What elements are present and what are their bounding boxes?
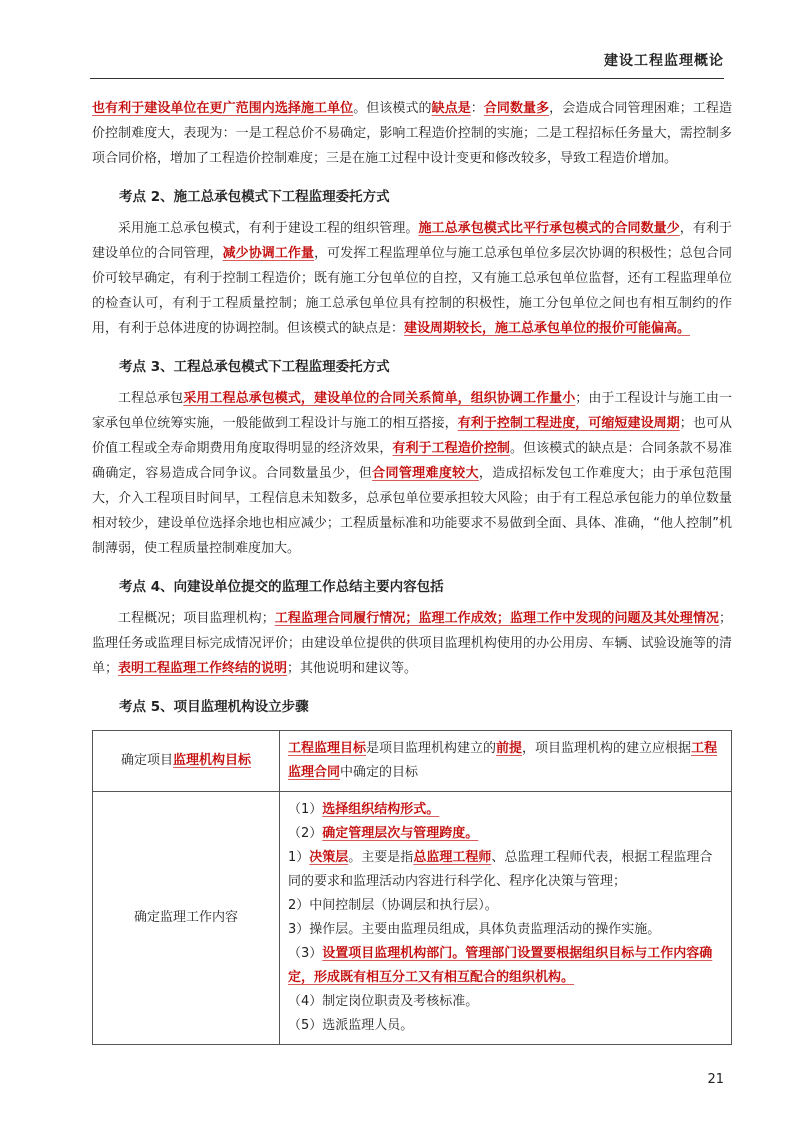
kp4-paragraph <box>92 606 732 681</box>
table-row <box>93 792 732 1045</box>
text-run: （1） <box>288 802 323 817</box>
step-line: 3）操作层。主要由监理员组成，具体负责监理活动的操作实施。 <box>288 922 661 937</box>
highlight: 确定管理层次与管理跨度。 <box>322 826 479 841</box>
section-heading-kp2: 考点 2、施工总承包模式下工程监理委托方式 <box>119 189 390 205</box>
highlight: 建设周期较长，施工总承包单位的报价可能偏高。 <box>404 321 691 336</box>
text-run: ，项目监理机构的建立应根据 <box>522 741 692 756</box>
step-line <box>288 846 723 894</box>
step-line: 2）中间控制层（协调层和执行层）。 <box>288 898 498 913</box>
highlight: 表明工程监理工作终结的说明 <box>118 661 288 676</box>
highlight: 总监理工程师 <box>413 850 492 865</box>
kp3-paragraph <box>92 386 732 561</box>
text-run: ，可发挥工程监理单位与施工总承包单位多层次协调的积极性；总包合同价可较早确定，有利于控制工程造价；既有施工分包单位的自控，又有施工总承包单位监督，还有工程监理单位的检查认可，有利于工程质量控制；施工总承包单位具有控制的积极性，施工分包单位之间也有相互制约的作用，有利于总体进度的协调控制。但该模式的缺点是： <box>92 246 732 336</box>
text-run: 中确定的目标 <box>340 765 419 780</box>
text-run: （2） <box>288 826 323 841</box>
page-content <box>92 96 732 1045</box>
kp2-paragraph <box>92 216 732 341</box>
text-run: ；其他说明和建议等。 <box>287 661 418 676</box>
highlight: 减少协调工作量 <box>222 246 315 261</box>
highlight: 也有利于建设单位在更广范围内选择施工单位 <box>92 101 354 116</box>
text-run: 。主要是指 <box>348 850 414 865</box>
text-run: ，有利于建设单位的合同管理， <box>92 221 732 261</box>
highlight: 设置项目监理机构部门。管理部门设置要根据组织目标与工作内容确定，形成既有相互分工又有相互配合的组织机构。 <box>288 946 713 985</box>
highlight: 施工总承包模式比平行承包模式的合同数量少 <box>418 221 680 236</box>
text-run: ： <box>470 101 484 116</box>
highlight: 合同管理难度较大 <box>372 466 479 481</box>
highlight: 工程监理目标 <box>288 741 367 756</box>
text-run: ，会造成合同管理困难；工程造价控制难度大，表现为：一是工程总价不易确定，影响工程造价控制的实施；二是工程招标任务量大，需控制多项合同价格，增加了工程造价控制难度；三是在施工过程中设计变更和修改较多，导致工程造价增加。 <box>92 101 732 166</box>
text-run: 采用施工总承包模式，有利于建设工程的组织管理。 <box>118 221 419 236</box>
text-run: 、总监理工程师代表，根据工程监理合同的要求和监理活动内容进行科学化、程序化决策与管理； <box>288 850 713 889</box>
highlight: 选择组织结构形式。 <box>322 802 440 817</box>
intro-paragraph <box>92 96 732 171</box>
text-run: ；由于工程设计与施工由一家承包单位统筹实施，一般能做到工程设计与施工的相互搭接， <box>92 391 732 431</box>
setup-steps-table <box>92 730 732 1045</box>
text-run: 确定项目 <box>120 753 173 768</box>
highlight: 有利于控制工程进度，可缩短建设周期 <box>457 416 680 431</box>
row-label-cell <box>93 731 280 792</box>
section-heading-kp5: 考点 5、项目监理机构设立步骤 <box>119 699 309 715</box>
row-label-cell: 确定监理工作内容 <box>93 792 280 1045</box>
highlight: 有利于工程造价控制 <box>392 441 510 456</box>
text-run: ，造成招标发包工作难度大；由于承包范围大，介入工程项目时间早，工程信息未知数多，总承包单位要承担较大风险；由于有工程总承包能力的单位数量相对较少，建设单位选择余地也相应减少；工程质量标准和功能要求不易做到全面、具体、准确，“他人控制”机制薄弱，使工程质量控制难度加大。 <box>92 466 732 556</box>
step-line <box>288 942 723 990</box>
text-run: ；也可从价值工程或全寿命期费用角度取得明显的经济效果， <box>92 416 732 456</box>
step-line: （4）制定岗位职责及考核标准。 <box>288 994 479 1009</box>
highlight: 合同数量多 <box>483 101 550 116</box>
text-run: 是项目监理机构建立的 <box>366 741 497 756</box>
step-line: （5）选派监理人员。 <box>288 1018 414 1033</box>
highlight: 采用工程总承包模式，建设单位的合同关系简单，组织协调工作量小 <box>183 391 576 406</box>
page-number: 21 <box>707 1072 724 1087</box>
step-line <box>288 798 723 822</box>
row-detail-cell <box>280 731 732 792</box>
highlight: 工程监理合同履行情况；监理工作成效；监理工作中发现的问题及其处理情况 <box>274 611 719 626</box>
header-rule <box>90 78 724 79</box>
row-detail-cell <box>280 792 732 1045</box>
text-run: 工程总承包 <box>118 391 184 406</box>
highlight: 缺点是 <box>431 101 471 116</box>
text-run: 工程概况；项目监理机构； <box>118 611 275 626</box>
highlight: 前提 <box>496 741 523 756</box>
highlight: 监理机构目标 <box>173 753 252 768</box>
running-header-title: 建设工程监理概论 <box>604 53 724 69</box>
text-run: ；监理任务或监理目标完成情况评价；由建设单位提供的供项目监理机构使用的办公用房、车辆、试验设施等的清单； <box>92 611 732 676</box>
text-run: 。但该模式的缺点是：合同条款不易准确确定，容易造成合同争议。合同数量虽少，但 <box>92 441 732 481</box>
section-heading-kp4: 考点 4、向建设单位提交的监理工作总结主要内容包括 <box>119 579 444 595</box>
section-heading-kp3: 考点 3、工程总承包模式下工程监理委托方式 <box>119 359 390 375</box>
highlight: 工程监理合同 <box>288 741 718 780</box>
highlight: 决策层 <box>309 850 349 865</box>
table-row <box>93 731 732 792</box>
text-run: 。但该模式的 <box>353 101 432 116</box>
text-run: 1） <box>288 850 310 865</box>
text-run: （3） <box>288 946 323 961</box>
step-line <box>288 822 723 846</box>
